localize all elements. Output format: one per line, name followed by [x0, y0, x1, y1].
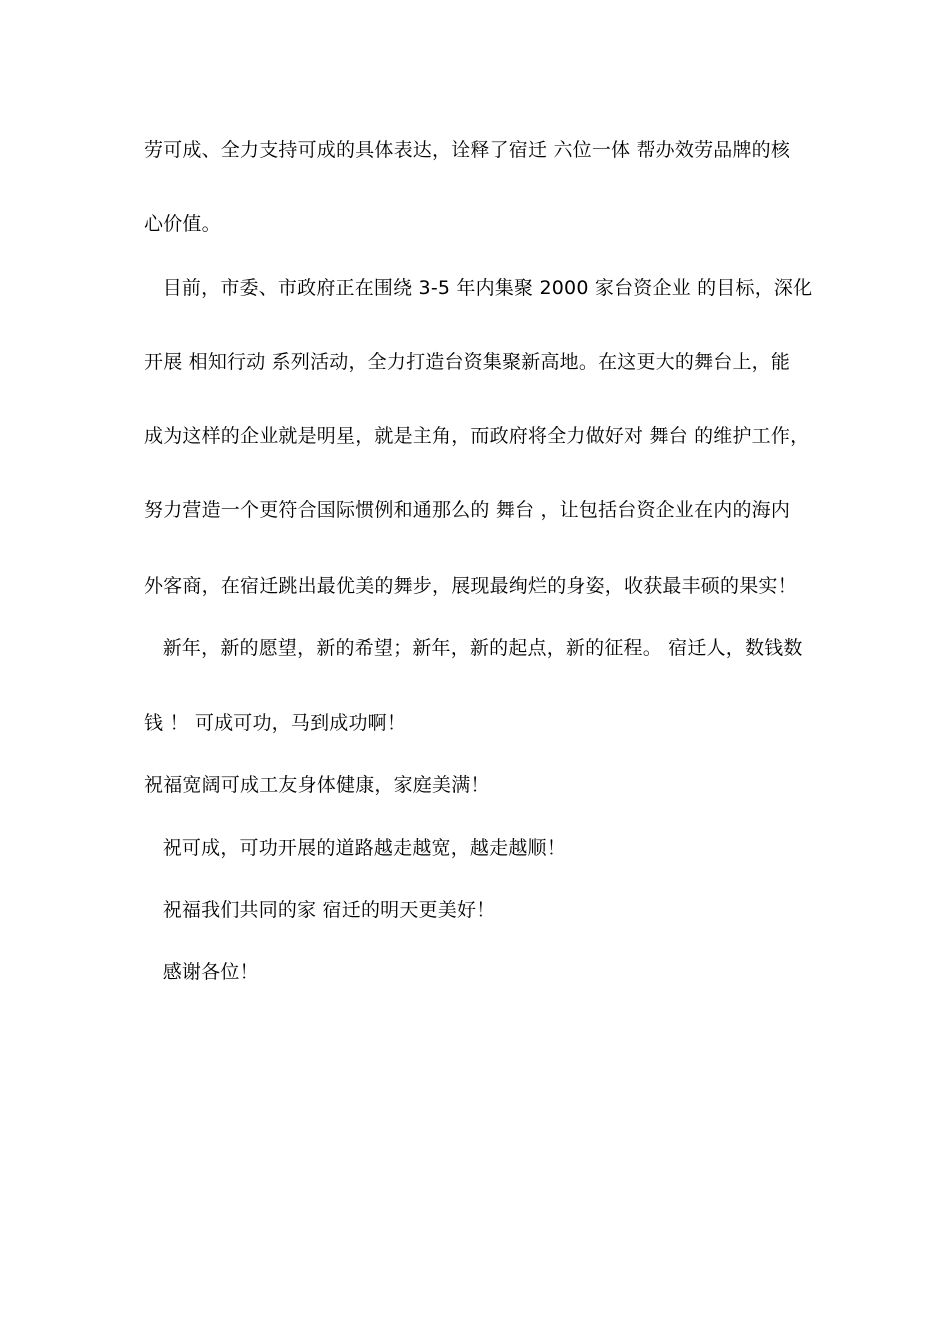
text-line-13: 感谢各位！ — [144, 961, 259, 983]
text-line-5: 成为这样的企业就是明星，就是主角，而政府将全力做好对 舞台 的维护工作， — [144, 425, 810, 447]
text-line-2: 心价值。 — [144, 213, 221, 235]
text-line-9: 钱 ！ 可成可功，马到成功啊！ — [144, 712, 407, 734]
text-line-7: 外客商，在宿迁跳出最优美的舞步，展现最绚烂的身姿，收获最丰硕的果实！ — [144, 575, 797, 597]
text-line-8: 新年，新的愿望，新的希望；新年，新的起点，新的征程。 宿迁人，数钱数 — [144, 637, 803, 659]
text-line-1: 劳可成、全力支持可成的具体表达，诠释了宿迁 六位一体 帮办效劳品牌的核 — [144, 139, 791, 161]
text-line-11: 祝可成，可功开展的道路越走越宽，越走越顺！ — [144, 837, 566, 859]
text-line-6: 努力营造一个更符合国际惯例和通那么的 舞台 ，让包括台资企业在内的海内 — [144, 499, 791, 521]
text-line-3: 目前，市委、市政府正在围绕 3-5 年内集聚 2000 家台资企业 的目标，深化 — [144, 277, 813, 299]
text-line-10: 祝福宽阔可成工友身体健康，家庭美满！ — [144, 774, 490, 796]
text-line-4: 开展 相知行动 系列活动，全力打造台资集聚新高地。在这更大的舞台上，能 — [144, 351, 791, 373]
text-line-12: 祝福我们共同的家 宿迁的明天更美好！ — [144, 899, 496, 921]
